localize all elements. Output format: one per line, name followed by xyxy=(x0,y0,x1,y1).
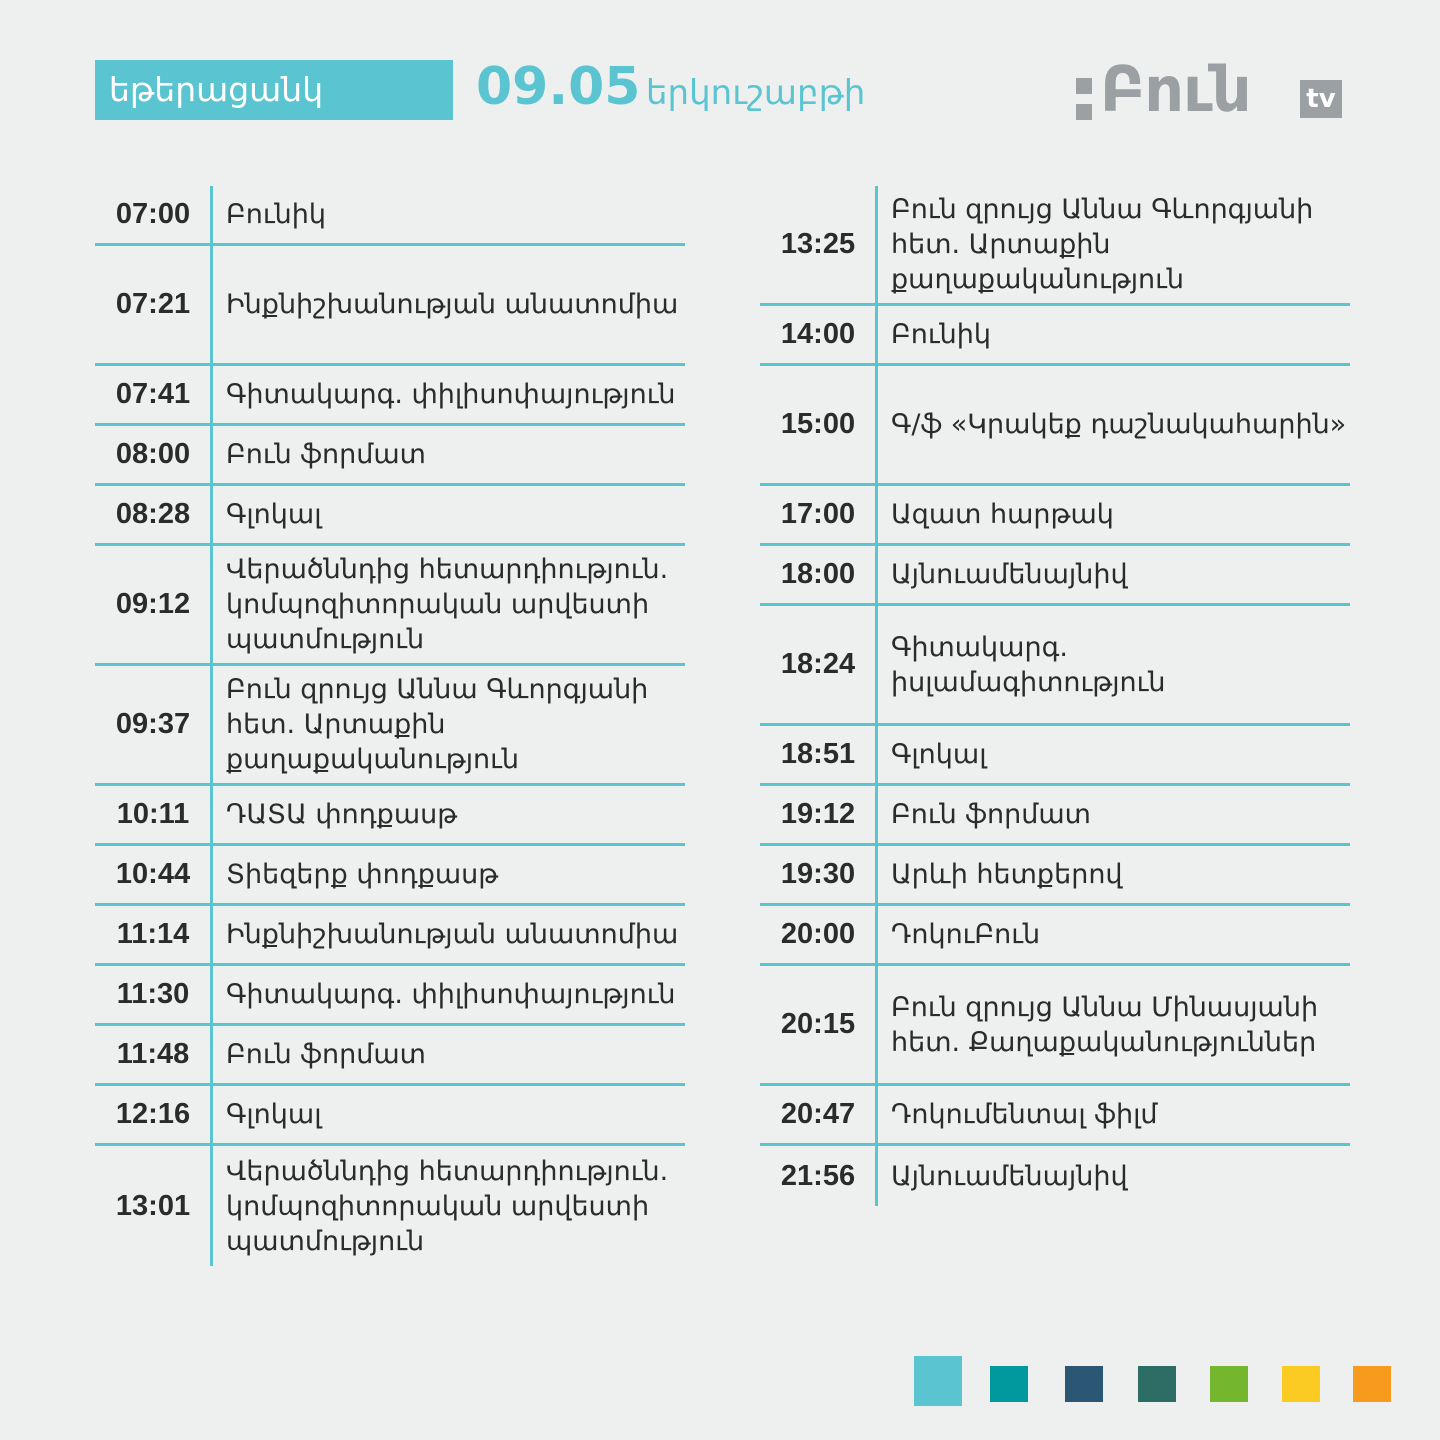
logo-tv-badge: tv xyxy=(1300,80,1342,118)
color-swatch xyxy=(1353,1366,1391,1402)
program-title: Ազատ հարթակ xyxy=(891,499,1114,530)
schedule-row xyxy=(95,246,685,366)
schedule-row xyxy=(760,306,1350,366)
channel-logo xyxy=(1076,53,1346,126)
program-title: Բուն զրույց Աննա Գևորգյանի հետ. Արտաքին քաղաքականություն xyxy=(891,194,1314,295)
broadcast-date: 09.05 xyxy=(476,57,641,117)
schedule-row xyxy=(95,666,685,786)
schedule-row xyxy=(760,186,1350,306)
program-title: Բուն ֆորմատ xyxy=(226,1039,426,1070)
program-time: 20:47 xyxy=(780,1098,856,1130)
schedule-row xyxy=(95,966,685,1026)
schedule-row xyxy=(760,846,1350,906)
program-time: 11:48 xyxy=(116,1038,190,1070)
program-title: ԴԱՏԱ փոդքասթ xyxy=(226,799,458,830)
schedule-row xyxy=(760,906,1350,966)
logo-word: Բուն xyxy=(1100,53,1251,126)
program-title: Բունիկ xyxy=(226,199,326,230)
program-time: 12:16 xyxy=(115,1098,191,1130)
program-title: Բուն զրույց Աննա Գևորգյանի հետ. Արտաքին քաղաքականություն xyxy=(226,674,649,775)
program-time: 17:00 xyxy=(780,498,856,530)
program-time: 20:15 xyxy=(780,1008,856,1040)
schedule-row xyxy=(760,486,1350,546)
schedule-column-left xyxy=(95,186,685,1266)
program-title: Վերածննդից հետարդիություն. կոմպոզիտորական արվեստի պատմություն xyxy=(226,1155,669,1257)
program-time: 19:12 xyxy=(780,798,856,830)
program-time: 19:30 xyxy=(780,858,856,890)
program-time: 08:00 xyxy=(115,438,191,470)
schedule-column-right xyxy=(760,186,1350,1206)
schedule-row xyxy=(760,366,1350,486)
program-title: Այնուամենայնիվ xyxy=(891,559,1128,590)
program-time: 09:12 xyxy=(115,588,191,620)
program-title: Բունիկ xyxy=(891,319,991,350)
program-time: 11:30 xyxy=(116,978,190,1010)
program-time: 08:28 xyxy=(115,498,191,530)
program-title: Բուն ֆորմատ xyxy=(891,799,1091,830)
program-time: 21:56 xyxy=(780,1159,856,1192)
program-time: 14:00 xyxy=(780,318,856,350)
program-title: Գիտակարգ. իսլամագիտություն xyxy=(891,631,1166,698)
header xyxy=(0,0,1440,160)
program-time: 20:00 xyxy=(780,918,856,950)
program-title: Բուն ֆորմատ xyxy=(226,439,426,470)
program-time: 15:00 xyxy=(780,408,856,440)
schedule-row xyxy=(95,546,685,666)
schedule-row xyxy=(95,906,685,966)
schedule-row xyxy=(95,486,685,546)
column-divider xyxy=(210,186,213,1266)
column-divider xyxy=(875,186,878,1206)
program-title: Գ/ֆ «Կրակեք դաշնակահարին» xyxy=(891,409,1347,440)
schedule-row xyxy=(95,1146,685,1266)
schedule-row xyxy=(95,366,685,426)
schedule-row xyxy=(95,1026,685,1086)
program-time: 07:21 xyxy=(115,288,191,320)
program-time: 07:41 xyxy=(115,378,191,410)
program-title: Վերածննդից հետարդիություն. կոմպոզիտորական արվեստի պատմություն xyxy=(226,554,669,655)
schedule-row xyxy=(760,1086,1350,1146)
schedule-row xyxy=(95,786,685,846)
program-title: Տիեզերք փոդքասթ xyxy=(226,859,499,890)
program-time: 13:01 xyxy=(115,1189,191,1222)
program-title: Գլոկալ xyxy=(226,1099,322,1130)
program-title: Բուն զրույց Աննա Մինասյանի հետ. Քաղաքականություններ xyxy=(891,991,1319,1058)
color-swatch xyxy=(1282,1366,1320,1402)
color-swatch xyxy=(914,1356,962,1406)
program-title: Գիտակարգ. փիլիսոփայություն xyxy=(226,379,676,410)
program-title: Գիտակարգ. փիլիսոփայություն xyxy=(226,979,676,1010)
program-title: Գլոկալ xyxy=(891,739,987,770)
schedule-row xyxy=(760,786,1350,846)
program-time: 09:37 xyxy=(115,708,191,740)
schedule-row xyxy=(760,546,1350,606)
program-time: 13:25 xyxy=(780,228,856,260)
schedule-row xyxy=(760,1146,1350,1206)
logo-colon-icon xyxy=(1076,78,1094,122)
broadcast-weekday: երկուշաբթի xyxy=(646,73,866,113)
program-title: Գլոկալ xyxy=(226,499,322,530)
schedule-row xyxy=(760,726,1350,786)
color-swatch xyxy=(1210,1366,1248,1402)
program-time: 18:24 xyxy=(780,648,856,680)
program-time: 18:00 xyxy=(780,558,856,590)
program-title: Արևի հետքերով xyxy=(891,859,1123,890)
program-time: 10:44 xyxy=(115,858,191,890)
color-swatch xyxy=(1138,1366,1176,1402)
program-title: Այնուամենայնիվ xyxy=(891,1160,1128,1192)
schedule-row xyxy=(95,186,685,246)
program-time: 18:51 xyxy=(780,738,856,770)
schedule-row xyxy=(760,606,1350,726)
brand-color-swatches xyxy=(0,1356,1440,1416)
program-title: Դոկումենտալ ֆիլմ xyxy=(891,1099,1158,1130)
color-swatch xyxy=(990,1366,1028,1402)
schedule-row xyxy=(95,426,685,486)
program-title: Ինքնիշխանության անատոմիա xyxy=(226,919,679,950)
program-time: 10:11 xyxy=(116,798,190,830)
schedule-label: եթերացանկ xyxy=(95,60,453,120)
schedule-row xyxy=(760,966,1350,1086)
program-time: 07:00 xyxy=(115,198,191,230)
schedule-row xyxy=(95,846,685,906)
program-time: 11:14 xyxy=(116,918,190,950)
schedule-row xyxy=(95,1086,685,1146)
color-swatch xyxy=(1065,1366,1103,1402)
program-title: ԴոկուԲուն xyxy=(891,919,1041,950)
program-title: Ինքնիշխանության անատոմիա xyxy=(226,289,679,320)
